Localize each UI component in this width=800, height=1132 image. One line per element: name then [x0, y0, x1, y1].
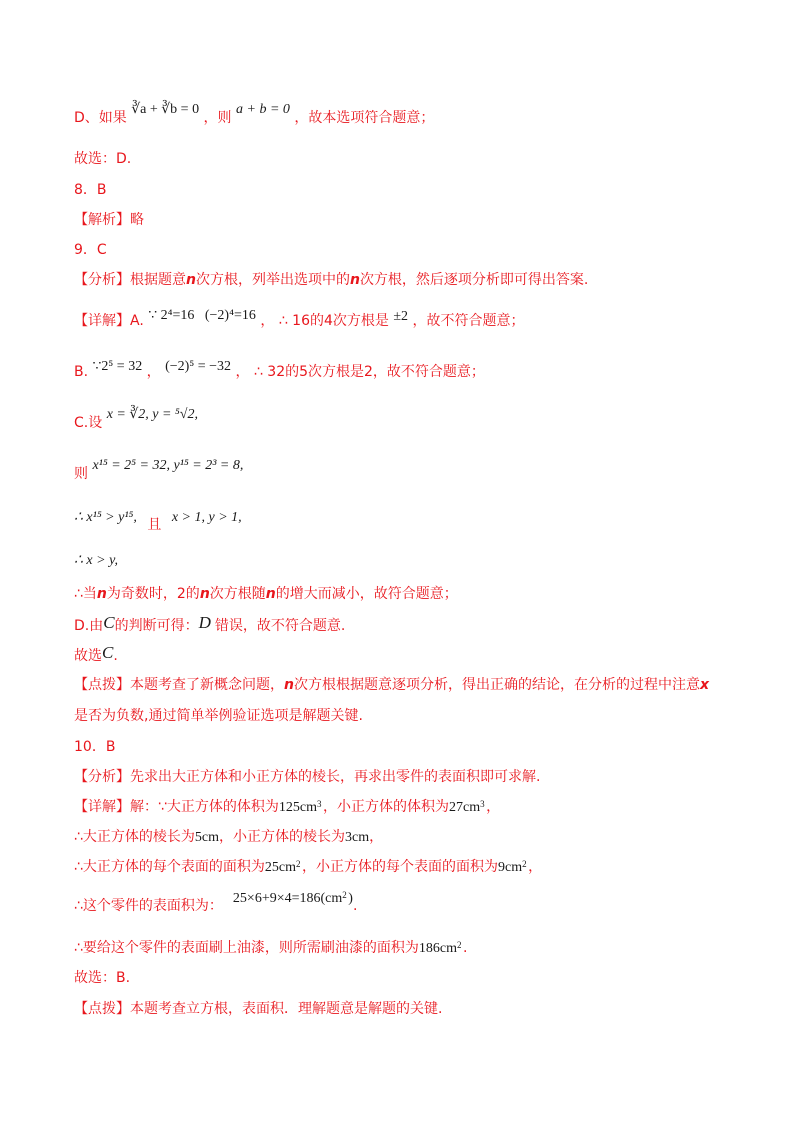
detail-line-10a	[74, 798, 500, 817]
option-d-line	[74, 102, 435, 128]
math: C	[102, 643, 114, 662]
text: ，故不符合题意；	[412, 313, 525, 329]
comment-line-2: 是否为负数,通过简单举例验证选项是解题关键.	[74, 708, 363, 724]
text: 次方根，然后逐项分析即可得出答案.	[359, 272, 589, 288]
math: )	[348, 891, 353, 906]
math: ∵2⁵ = 32	[92, 359, 143, 374]
math: 25×6+9×4=186(cm	[232, 891, 343, 906]
question-number: 9．C	[74, 242, 107, 258]
text: ，小正方体的每个表面的面积为	[302, 859, 499, 875]
text: ，	[235, 364, 250, 380]
text: 的增大而减小，故符合题意；	[275, 586, 458, 602]
detail-line-c	[74, 407, 198, 433]
analysis-line	[74, 271, 588, 289]
detail-line-c2	[74, 458, 244, 484]
math-sum-zero: a + b = 0	[236, 102, 290, 117]
text: 的判断可得：	[114, 618, 199, 634]
because-symbol: ∵	[158, 799, 167, 815]
math: 186cm	[418, 941, 458, 956]
exponent: 2	[457, 940, 462, 950]
comment-line: 【点拨】本题考查立方根，表面积．理解题意是解题的关键.	[74, 1001, 443, 1017]
detail-line-a	[74, 308, 525, 331]
math-cube-root-sum: ∛a + ∛b = 0	[131, 102, 200, 117]
text: 【点拨】本题考查了新概念问题，	[74, 677, 284, 693]
detail-line-c4	[74, 551, 118, 570]
math: C	[103, 613, 115, 632]
math: 5cm	[194, 830, 220, 845]
var-x: x	[699, 677, 709, 693]
math: 27cm	[449, 800, 481, 815]
var-n: n	[349, 272, 360, 288]
exponent: 3	[317, 799, 322, 809]
text: 次方根随	[209, 586, 266, 602]
text: 则	[74, 466, 88, 482]
math: (−2)⁴=16	[204, 308, 256, 323]
exponent: 2	[522, 859, 527, 869]
text: D、如果	[74, 110, 127, 126]
math: 25cm	[264, 860, 297, 875]
detail-line-d	[74, 613, 346, 635]
text: 次方根根据题意逐项分析，得出正确的结论，在分析的过程中注意	[293, 677, 700, 693]
text: ，	[369, 829, 384, 845]
therefore-symbol: ∴	[74, 940, 83, 956]
text: 【详解】解：	[74, 799, 158, 815]
detail-line-10e	[74, 939, 467, 958]
math: ∴ x > y,	[74, 553, 119, 568]
text: ，	[146, 364, 161, 380]
text: 大正方体的棱长为	[82, 829, 195, 845]
var-n: n	[265, 586, 276, 602]
therefore-symbol: ∴	[74, 586, 83, 602]
answer-line: 故选：D.	[74, 151, 132, 167]
answer-line	[74, 643, 118, 665]
var-n: n	[96, 586, 107, 602]
text: ，故本选项符合题意；	[294, 110, 435, 126]
text: .	[463, 940, 468, 956]
var-n: n	[186, 272, 196, 288]
therefore-symbol: ∴	[74, 859, 83, 875]
text: 【分析】根据题意	[74, 272, 186, 288]
math: ∴ x¹⁵ > y¹⁵,	[74, 510, 137, 525]
text: 要给这个零件的表面刷上油漆，则所需刷油漆的面积为	[82, 940, 419, 956]
therefore-symbol: ∴	[74, 898, 83, 914]
question-number: 10．B	[74, 739, 116, 755]
text: .	[352, 898, 358, 914]
math: x = ∛2, y = ⁵√2,	[106, 407, 198, 422]
text: 为奇数时，2的	[106, 586, 200, 602]
math: 3cm	[345, 830, 370, 845]
text: 16的4次方根是	[292, 313, 389, 329]
math: x¹⁵ = 2⁵ = 32, y¹⁵ = 2³ = 8,	[92, 458, 244, 473]
analysis-line: 【分析】先求出大正方体和小正方体的棱长，再求出零件的表面积即可求解.	[74, 769, 541, 785]
exponent: 2	[342, 890, 347, 900]
text: D.由	[74, 618, 104, 634]
text: B.	[74, 364, 89, 380]
therefore-symbol: ∴	[278, 313, 288, 329]
text: ，	[486, 799, 501, 815]
therefore-symbol: ∴	[74, 829, 83, 845]
text: ，	[528, 859, 543, 875]
detail-line-10b	[74, 828, 383, 847]
text: 错误，故不符合题意.	[214, 618, 346, 634]
math: (−2)⁵ = −32	[165, 359, 232, 374]
exponent: 2	[296, 859, 301, 869]
math: 9cm	[498, 860, 523, 875]
text: ，小正方体的棱长为	[219, 829, 346, 845]
detail-line-c3	[74, 508, 242, 533]
text: 次方根，列举出选项中的	[195, 272, 350, 288]
text: .	[113, 648, 118, 664]
text: 【详解】A.	[74, 313, 144, 329]
detail-line-b	[74, 359, 485, 382]
math: ∵ 2⁴=16	[148, 308, 195, 323]
answer-line: 故选：B.	[74, 970, 131, 986]
therefore-symbol: ∴	[253, 364, 263, 380]
text: 大正方体的每个表面的面积为	[82, 859, 265, 875]
detail-line-c5	[74, 585, 458, 603]
text: ，	[260, 313, 275, 329]
text: 大正方体的体积为	[166, 799, 279, 815]
detail-line-10c	[74, 858, 542, 877]
text: 这个零件的表面积为：	[82, 898, 223, 914]
var-n: n	[284, 677, 294, 693]
math: D	[198, 613, 211, 632]
text: C.设	[74, 415, 103, 431]
math: ±2	[393, 309, 409, 324]
text: ，小正方体的体积为	[323, 799, 450, 815]
text: 故选	[74, 648, 102, 664]
text: 32的5次方根是2，故不符合题意；	[267, 364, 485, 380]
math: 125cm	[278, 800, 318, 815]
math: x > 1, y > 1,	[171, 510, 242, 525]
text: 当	[82, 586, 97, 602]
analysis-line: 【解析】略	[74, 212, 144, 228]
var-n: n	[199, 586, 210, 602]
question-number: 8．B	[74, 182, 107, 198]
comment-line	[74, 676, 709, 694]
text: 且	[147, 517, 162, 533]
text: ，则	[203, 110, 232, 126]
detail-line-10d	[74, 890, 358, 916]
exponent: 3	[480, 799, 485, 809]
